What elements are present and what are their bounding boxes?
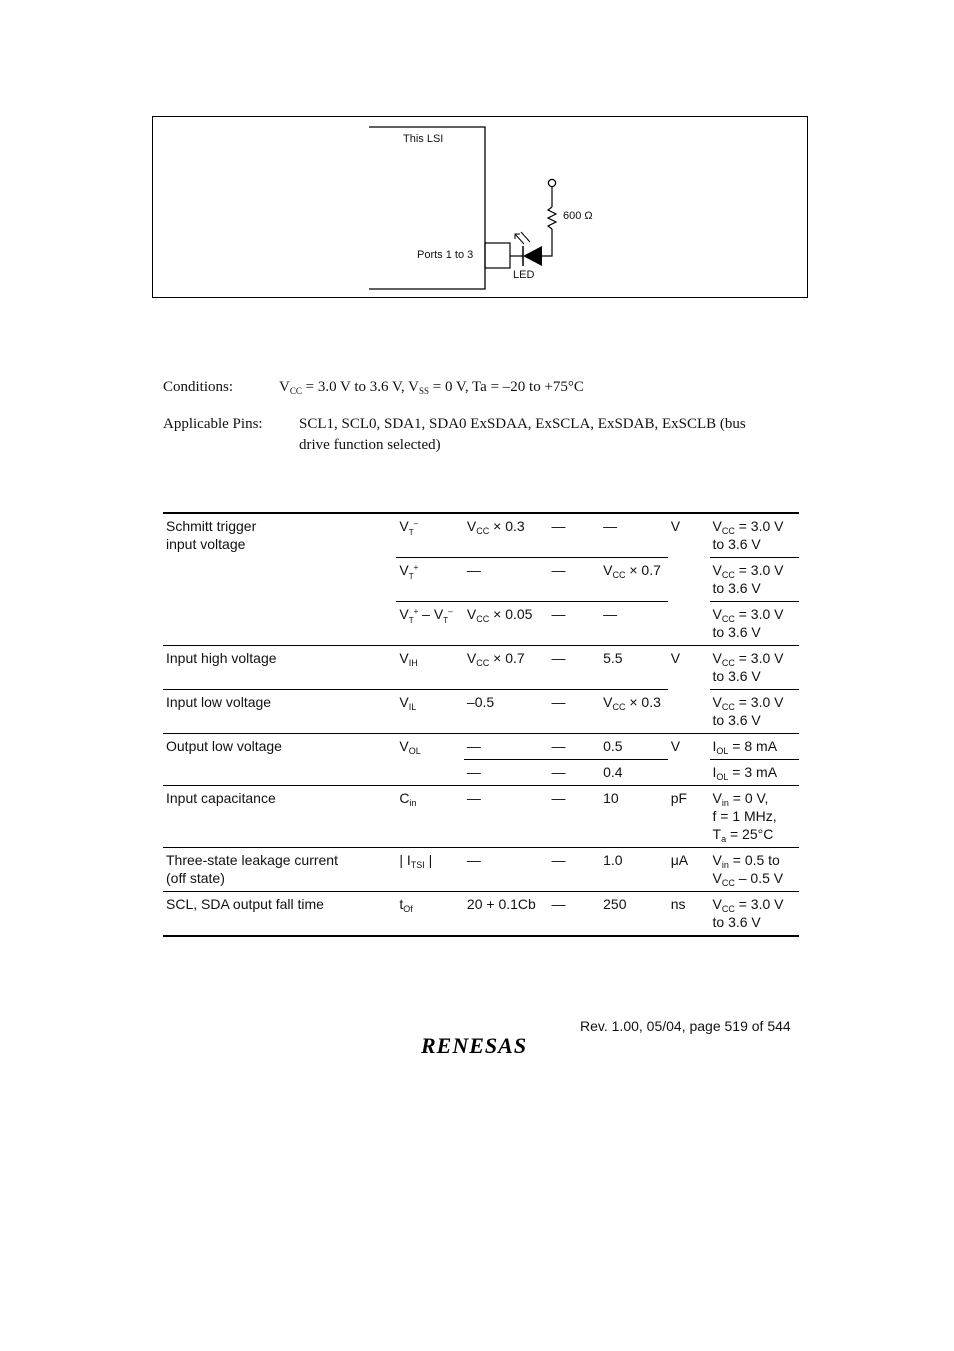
applicable-pins-line1: SCL1, SCL0, SDA1, SDA0 ExSDAA, ExSCLA, ExSDAB, ExSCLB (bus: [299, 416, 746, 432]
item-cell: Schmitt trigger input voltage: [163, 513, 396, 646]
resistor-label: 600 Ω: [563, 210, 593, 222]
renesas-logo: [421, 1035, 541, 1062]
typ-cell: —: [548, 786, 600, 848]
ports-label: Ports 1 to 3: [417, 249, 474, 261]
applicable-pins-text: [299, 414, 799, 456]
symbol-cell: $V_{IH}$: [396, 646, 464, 690]
unit-cell: V: [668, 646, 710, 734]
typ-cell: —: [548, 558, 600, 602]
symbol-cell: $V_T^-$: [396, 513, 464, 558]
max-cell: $V_{CC} \times 0.7$: [600, 558, 668, 602]
unit-cell: ns: [668, 892, 710, 937]
typ-cell: —: [548, 848, 600, 892]
min-cell: $V_{CC} \times 0.05$: [464, 602, 549, 646]
symbol-cell: | $I_{TSI}$ |: [396, 848, 464, 892]
table-row: [163, 513, 799, 558]
min-cell: —: [464, 734, 549, 760]
symbol-cell: $V_{IL}$: [396, 690, 464, 734]
typ-cell: —: [548, 690, 600, 734]
item-cell: Input high voltage: [163, 646, 396, 690]
typ-cell: —: [548, 734, 600, 760]
min-cell: $V_{CC} \times 0.3$: [464, 513, 549, 558]
min-cell: —: [464, 760, 549, 786]
condition-cell: $V_{CC} = 3.0$ V to 3.6 V: [710, 892, 800, 937]
typ-cell: —: [548, 646, 600, 690]
condition-cell: $V_{in} = 0.5$ to $V_{CC} - 0.5$ V: [710, 848, 800, 892]
conditions-label: Conditions:: [163, 379, 234, 395]
condition-cell: $V_{CC} = 3.0$ V to 3.6 V: [710, 646, 800, 690]
typ-cell: —: [548, 892, 600, 937]
min-cell: 20 + 0.1Cb: [464, 892, 549, 937]
min-cell: —: [464, 848, 549, 892]
spec-table: [163, 512, 799, 937]
min-cell: $V_{CC} \times 0.7$: [464, 646, 549, 690]
max-cell: 250: [600, 892, 668, 937]
unit-cell: V: [668, 734, 710, 786]
typ-cell: —: [548, 760, 600, 786]
item-cell: Input capacitance: [163, 786, 396, 848]
max-cell: —: [600, 602, 668, 646]
circuit-figure: [152, 116, 808, 298]
symbol-cell: $V_T^+$: [396, 558, 464, 602]
symbol-cell: $V_{OL}$: [396, 734, 464, 786]
max-cell: 0.5: [600, 734, 668, 760]
max-cell: 0.4: [600, 760, 668, 786]
conditions-text: $V_{CC} = 3.0$ V to 3.6 V, $V_{SS} = 0$ V, Ta = –20 to +75°C: [279, 379, 584, 396]
min-cell: —: [464, 786, 549, 848]
svg-text:RENESAS: RENESAS: [421, 1035, 528, 1057]
max-cell: —: [600, 513, 668, 558]
condition-cell: $I_{OL} = 3$ mA: [710, 760, 800, 786]
table-row: [163, 892, 799, 937]
max-cell: $V_{CC} \times 0.3$: [600, 690, 668, 734]
page-footer: Rev. 1.00, 05/04, page 519 of 544: [580, 1018, 791, 1034]
condition-cell: $V_{CC} = 3.0$ V to 3.6 V: [710, 690, 800, 734]
condition-cell: $I_{OL} = 8$ mA: [710, 734, 800, 760]
unit-cell: μA: [668, 848, 710, 892]
max-cell: 10: [600, 786, 668, 848]
max-cell: 5.5: [600, 646, 668, 690]
typ-cell: —: [548, 602, 600, 646]
item-cell: Output low voltage: [163, 734, 396, 786]
max-cell: 1.0: [600, 848, 668, 892]
item-cell: Input low voltage: [163, 690, 396, 734]
min-cell: —: [464, 558, 549, 602]
led-circuit-diagram: [153, 117, 809, 299]
symbol-cell: $V_T^+ - V_T^-$: [396, 602, 464, 646]
applicable-pins-line2: drive function selected): [299, 437, 441, 453]
symbol-cell: $t_{Of}$: [396, 892, 464, 937]
lsi-label: This LSI: [403, 133, 444, 145]
condition-cell: $V_{in} = 0$ V, f = 1 MHz, $T_a = 25^\circ C$: [710, 786, 800, 848]
table-row: [163, 848, 799, 892]
table-row: [163, 646, 799, 690]
condition-cell: $V_{CC} = 3.0$ V to 3.6 V: [710, 558, 800, 602]
typ-cell: —: [548, 513, 600, 558]
unit-cell: V: [668, 513, 710, 646]
table-row: [163, 786, 799, 848]
condition-cell: $V_{CC} = 3.0$ V to 3.6 V: [710, 513, 800, 558]
item-cell: SCL, SDA output fall time: [163, 892, 396, 937]
table-row: [163, 734, 799, 760]
condition-cell: $V_{CC} = 3.0$ V to 3.6 V: [710, 602, 800, 646]
applicable-pins-label: Applicable Pins:: [163, 416, 263, 432]
symbol-cell: $C_{in}$: [396, 786, 464, 848]
min-cell: –0.5: [464, 690, 549, 734]
item-cell: Three-state leakage current (off state): [163, 848, 396, 892]
led-label: LED: [513, 269, 535, 281]
unit-cell: pF: [668, 786, 710, 848]
